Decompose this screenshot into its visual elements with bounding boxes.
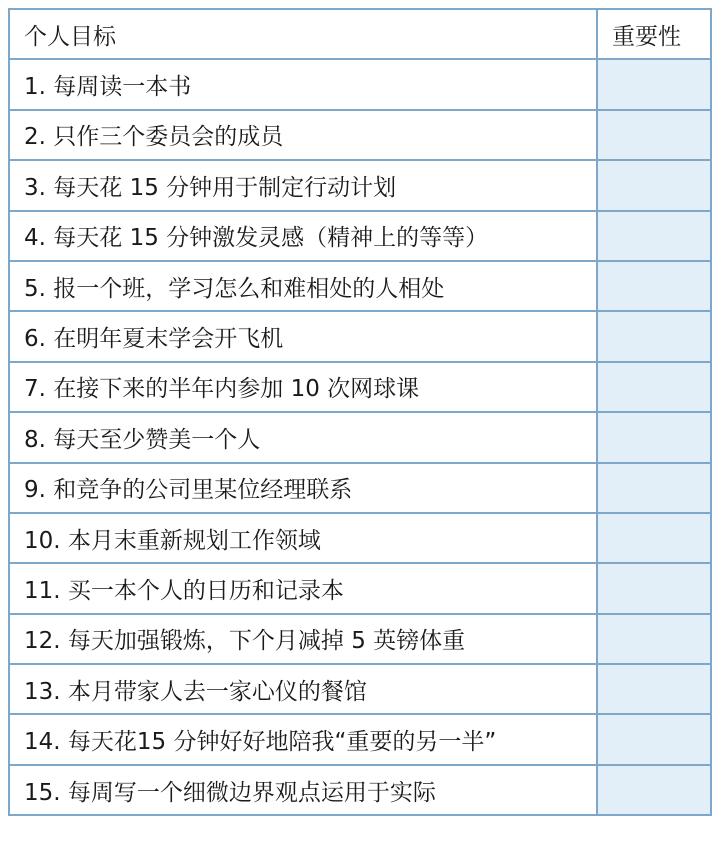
importance-cell[interactable] [597, 362, 711, 412]
goal-row [9, 362, 711, 412]
goal-row [9, 714, 711, 764]
importance-cell[interactable] [597, 110, 711, 160]
importance-cell[interactable] [597, 664, 711, 714]
importance-cell[interactable] [597, 261, 711, 311]
goal-text: 8. 每天至少赞美一个人 [9, 412, 597, 462]
goal-text: 4. 每天花 15 分钟激发灵感（精神上的等等） [9, 211, 597, 261]
goal-text: 3. 每天花 15 分钟用于制定行动计划 [9, 160, 597, 210]
goals-body [9, 59, 711, 815]
goal-text: 12. 每天加强锻炼，下个月减掉 5 英镑体重 [9, 614, 597, 664]
goal-row [9, 110, 711, 160]
importance-cell[interactable] [597, 614, 711, 664]
goal-text: 5. 报一个班，学习怎么和难相处的人相处 [9, 261, 597, 311]
importance-cell[interactable] [597, 463, 711, 513]
goals-table [8, 8, 712, 816]
goal-row [9, 412, 711, 462]
goal-row [9, 59, 711, 109]
goal-text: 11. 买一本个人的日历和记录本 [9, 563, 597, 613]
goal-row [9, 664, 711, 714]
importance-cell[interactable] [597, 311, 711, 361]
goal-text: 9. 和竞争的公司里某位经理联系 [9, 463, 597, 513]
goal-row [9, 563, 711, 613]
importance-cell[interactable] [597, 412, 711, 462]
importance-cell[interactable] [597, 211, 711, 261]
importance-cell[interactable] [597, 765, 711, 815]
goal-text: 13. 本月带家人去一家心仪的餐馆 [9, 664, 597, 714]
importance-cell[interactable] [597, 513, 711, 563]
goal-row [9, 463, 711, 513]
goal-text: 7. 在接下来的半年内参加 10 次网球课 [9, 362, 597, 412]
goal-text: 2. 只作三个委员会的成员 [9, 110, 597, 160]
goal-text: 10. 本月末重新规划工作领域 [9, 513, 597, 563]
header-row [9, 9, 711, 59]
goal-column-header: 个人目标 [9, 9, 597, 59]
goal-row [9, 211, 711, 261]
goal-row [9, 160, 711, 210]
goal-row [9, 513, 711, 563]
importance-cell[interactable] [597, 563, 711, 613]
goal-row [9, 311, 711, 361]
importance-column-header: 重要性 [597, 9, 711, 59]
importance-cell[interactable] [597, 160, 711, 210]
goal-row [9, 765, 711, 815]
importance-cell[interactable] [597, 59, 711, 109]
goal-row [9, 261, 711, 311]
importance-cell[interactable] [597, 714, 711, 764]
goal-row [9, 614, 711, 664]
goal-text: 14. 每天花15 分钟好好地陪我“重要的另一半” [9, 714, 597, 764]
goal-text: 15. 每周写一个细微边界观点运用于实际 [9, 765, 597, 815]
goal-text: 1. 每周读一本书 [9, 59, 597, 109]
goal-text: 6. 在明年夏末学会开飞机 [9, 311, 597, 361]
